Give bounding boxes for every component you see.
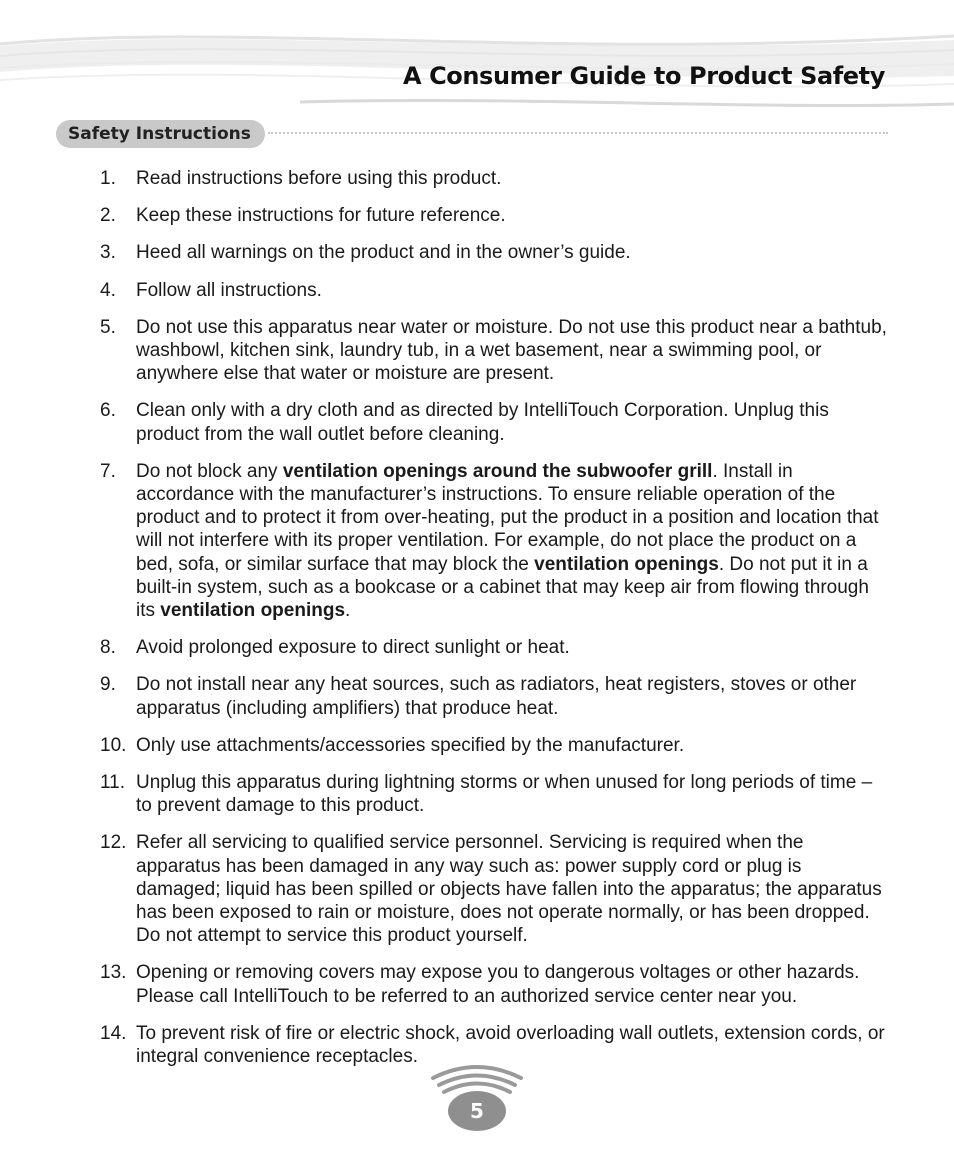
emphasized-text: ventilation openings <box>534 553 719 575</box>
instruction-text <box>136 280 322 301</box>
instruction-item <box>100 279 890 302</box>
instruction-text <box>136 461 879 621</box>
instruction-number: 7. <box>100 460 116 482</box>
instruction-text <box>136 168 501 189</box>
emphasized-text: ventilation openings <box>160 600 346 622</box>
instruction-item <box>100 771 890 817</box>
instruction-item <box>100 399 890 445</box>
instruction-text-segment: Refer all servicing to qualified service personnel. Servicing is required when the apparatus has been damaged in any way such as: power supply cord or plug is damaged; liquid has been spilled or objects have fallen into the apparatus; the apparatus has been exposed to rain or moisture, does not operate normally, or has been dropped. Do not attempt to service this product yourself. <box>136 832 882 947</box>
instruction-item <box>100 241 890 264</box>
instruction-text-segment: To prevent risk of fire or electric shock, avoid overloading wall outlets, extension cords, or integral convenience receptacles. <box>136 1022 885 1068</box>
instruction-text-segment: Do not use this apparatus near water or moisture. Do not use this product near a bathtub, washbowl, kitchen sink, laundry tub, in a wet basement, near a swimming pool, or anywhere else that water or moisture are present. <box>136 316 887 385</box>
header-swoosh-decoration <box>0 0 954 120</box>
instruction-text <box>136 317 887 384</box>
instruction-text-segment: Do not install near any heat sources, such as radiators, heat registers, stoves or other apparatus (including amplifiers) that produce heat. <box>136 674 857 719</box>
instruction-text-segment: Unplug this apparatus during lightning storms or when unused for long periods of time – to prevent damage to this product. <box>136 772 873 817</box>
instruction-item <box>100 673 890 719</box>
instruction-text <box>136 400 829 444</box>
instruction-number: 6. <box>100 400 116 422</box>
instruction-text-segment: Read instructions before using this product. <box>136 168 502 189</box>
instruction-text-segment: Opening or removing covers may expose you to dangerous voltages or other hazards. Please call IntelliTouch to be referred to an authorized service center near you. <box>136 962 860 1007</box>
page-number: 5 <box>470 1099 484 1123</box>
instruction-text <box>136 772 872 816</box>
instruction-text-segment: Clean only with a dry cloth and as directed by IntelliTouch Corporation. Unplug this product from the wall outlet before cleaning. <box>136 400 829 445</box>
instruction-text-segment: Keep these instructions for future reference. <box>136 205 506 227</box>
instruction-text-segment: Follow all instructions. <box>136 279 322 301</box>
instruction-number: 4. <box>100 279 116 301</box>
section-header <box>56 120 888 148</box>
instruction-text <box>136 1023 885 1067</box>
instruction-text <box>136 674 856 718</box>
instruction-number: 9. <box>100 674 116 696</box>
instruction-text <box>136 637 570 658</box>
page-title: A Consumer Guide to Product Safety <box>402 62 885 90</box>
instruction-item <box>100 460 890 622</box>
instruction-text <box>136 832 882 946</box>
instruction-item <box>100 204 890 227</box>
dotted-divider <box>268 132 888 134</box>
instruction-text <box>136 962 859 1006</box>
instruction-number: 3. <box>100 242 116 264</box>
instruction-text-segment: . <box>345 600 351 622</box>
instruction-number: 13. <box>100 962 127 984</box>
emphasized-text: ventilation openings around the subwoofer grill <box>282 460 713 482</box>
instruction-text-segment: Do not block any <box>136 460 283 482</box>
safety-instruction-list <box>100 153 890 1068</box>
instruction-text-segment: . Do not put it in a built-in system, such as a bookcase or a cabinet that may keep air from flowing through its <box>136 553 869 622</box>
instruction-text <box>136 205 506 226</box>
instruction-number: 10. <box>100 734 127 756</box>
instruction-number: 11. <box>100 772 126 794</box>
instruction-item <box>100 831 890 947</box>
instruction-item <box>100 961 890 1007</box>
instruction-text <box>136 242 631 263</box>
instruction-item <box>100 167 890 190</box>
instruction-text-segment: Heed all warnings on the product and in the owner’s guide. <box>136 242 631 264</box>
instruction-number: 14. <box>100 1022 127 1044</box>
instruction-item <box>100 734 890 757</box>
instruction-number: 1. <box>100 168 116 189</box>
section-label: Safety Instructions <box>56 120 265 148</box>
instruction-number: 2. <box>100 205 116 227</box>
instruction-text-segment: . Install in accordance with the manufacturer’s instructions. To ensure reliable operation of the product and to protect it from over-heating, put the product in a position and location that will not interfere with its proper ventilation. For example, do not place the product on a bed, sofa, or similar surface that may block the <box>136 460 879 575</box>
instruction-item <box>100 316 890 386</box>
instruction-item <box>100 636 890 659</box>
instruction-text-segment: Avoid prolonged exposure to direct sunlight or heat. <box>136 637 570 659</box>
instruction-number: 8. <box>100 637 116 659</box>
instruction-number: 5. <box>100 316 116 338</box>
instruction-text-segment: Only use attachments/accessories specified by the manufacturer. <box>136 734 685 756</box>
instruction-number: 12. <box>100 832 127 854</box>
instruction-text <box>136 735 684 756</box>
